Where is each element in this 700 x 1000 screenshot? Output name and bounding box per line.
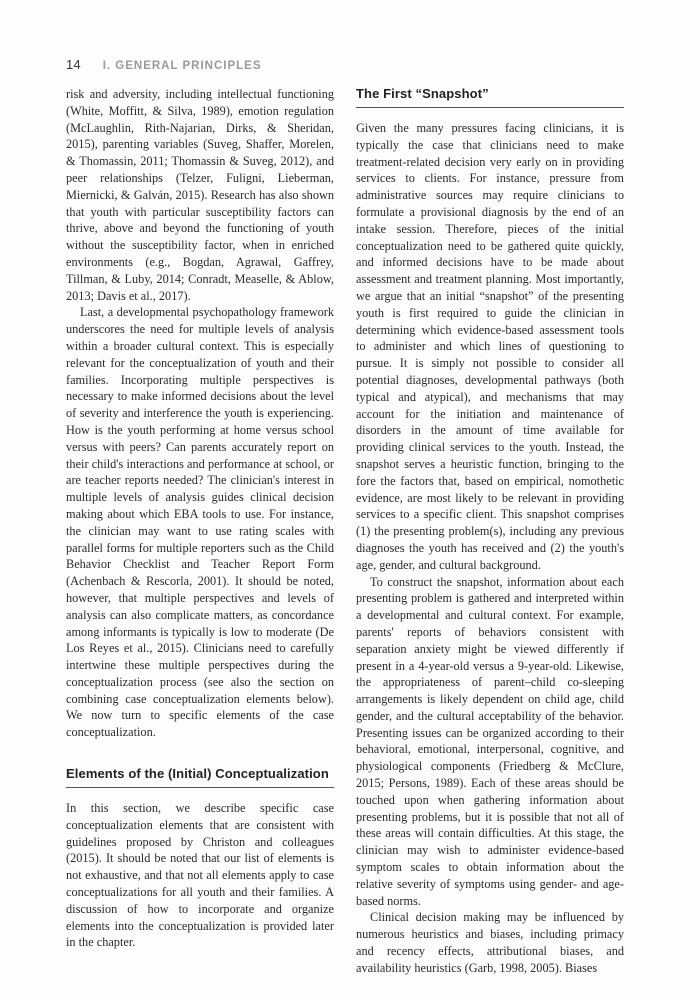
paragraph: risk and adversity, including intellectual functioning (White, Moffitt, & Silva, 1989), emotion regulation (McLaughlin, Rith-Najarian, Dirks, & Sheridan, 2015), parenting variables (Suveg, Shaffer, Morelen, & Thomassin, 2011; Thomassin & Suveg, 2012), and peer relationships (Telzer, Fuligni, Lieberman, Miernicki, & Galván, 2015). Research has also shown that youth with particular susceptibility factors can thrive, above and beyond the functioning of youth without the susceptibility factor, when in enriched environments (e.g., Bogdan, Agrawal, Gaffrey, Tillman, & Luby, 2014; Conradt, Measelle, & Ablow, 2013; Davis et al., 2017). [66,87,334,303]
paragraph: Given the many pressures facing clinicians, it is typically the case that clinicians need to make treatment-related decision very early on in providing services to clients. For instance, pressure from administrative sources may require clinicians to formulate a provisional diagnosis by the end of an intake session. Therefore, pieces of the initial conceptualization need to be gathered quite quickly, and informed decisions have to be made about assessment and treatment planning. Most importantly, we argue that an initial “snapshot” of the presenting youth is first required to guide the clinician in determining which evidence-based assessment tools to administer and which lines of questioning to pursue. It is simply not possible to consider all potential diagnoses, developmental pathways (both typical and atypical), and mechanisms that may account for the initiation and maintenance of disorders in the amount of time available for providing clinical services to the youth. Instead, the snapshot serves a heuristic function, bringing to the fore the factors that, based on empirical, nomothetic evidence, are most likely to be relevant in providing services to a specific client. This snapshot comprises (1) the presenting problem(s), including any previous diagnoses the youth has received and (2) the youth's age, gender, and cultural background. [356,121,624,572]
section-heading: The First “Snapshot” [356,86,624,108]
section-label: I. GENERAL PRINCIPLES [102,60,262,72]
right-column [356,86,624,977]
left-column [66,86,334,951]
section-heading: Elements of the (Initial) Conceptualization [66,766,334,788]
running-head [66,57,262,75]
paragraph: To construct the snapshot, information about each presenting problem is gathered and interpreted within a developmental and cultural context. For example, parents' reports of behaviors consistent with separation anxiety might be viewed differently if present in a 4-year-old versus a 9-year-old. Likewise, the appropriateness of parent–child co-sleeping arrangements is likely dependent on child age, child gender, and the cultural acceptability of the behavior. Presenting issues can be organized according to their behavioral, emotional, interpersonal, cognitive, and physiological components (Friedberg & McClure, 2015; Persons, 1989). Each of these areas should be touched upon when gathering information about presenting problems, but it is possible that not all of these areas will contain difficulties. At this stage, the clinician may wish to administer evidence-based symptom scales to obtain information about the relative severity of symptoms using gender- and age-based norms. [356,574,624,908]
paragraph: Clinical decision making may be influenced by numerous heuristics and biases, including primacy and recency effects, attributional biases, and availability heuristics (Garb, 1998, 2005). Biases [356,910,624,975]
page-number: 14 [66,57,81,72]
paragraph: In this section, we describe specific case conceptualization elements that are consistent with guidelines proposed by Christon and colleagues (2015). It should be noted that our list of elements is not exhaustive, and that not all elements apply to case conceptualizations for all youth and their families. A discussion of how to incorporate and organize elements into the conceptualization is provided later in the chapter. [66,801,334,950]
paragraph: Last, a developmental psychopathology framework underscores the need for multiple levels of analysis within a broader cultural context. This is especially relevant for the conceptualization of youth and their families. Incorporating multiple perspectives is necessary to make informed decisions about the level of severity and interference the youth is experiencing. How is the youth performing at home versus school versus with peers? Can parents accurately report on their child's interactions and performance at school, or are teacher reports needed? The clinician's interest in multiple levels of analysis guides clinical decision making about which EBA tools to use. For instance, the clinician may want to use rating scales with parallel forms for multiple reporters such as the Child Behavior Checklist and Teacher Report Form (Achenbach & Rescorla, 2001). It should be noted, however, that multiple perspectives and levels of analysis can also complicate matters, as concordance among informants is typically is low to moderate (De Los Reyes et al., 2015). Clinicians need to carefully intertwine these multiple perspectives during the conceptualization process (see also the section on combining case conceptualization elements below). We now turn to specific elements of the case conceptualization. [66,305,334,740]
